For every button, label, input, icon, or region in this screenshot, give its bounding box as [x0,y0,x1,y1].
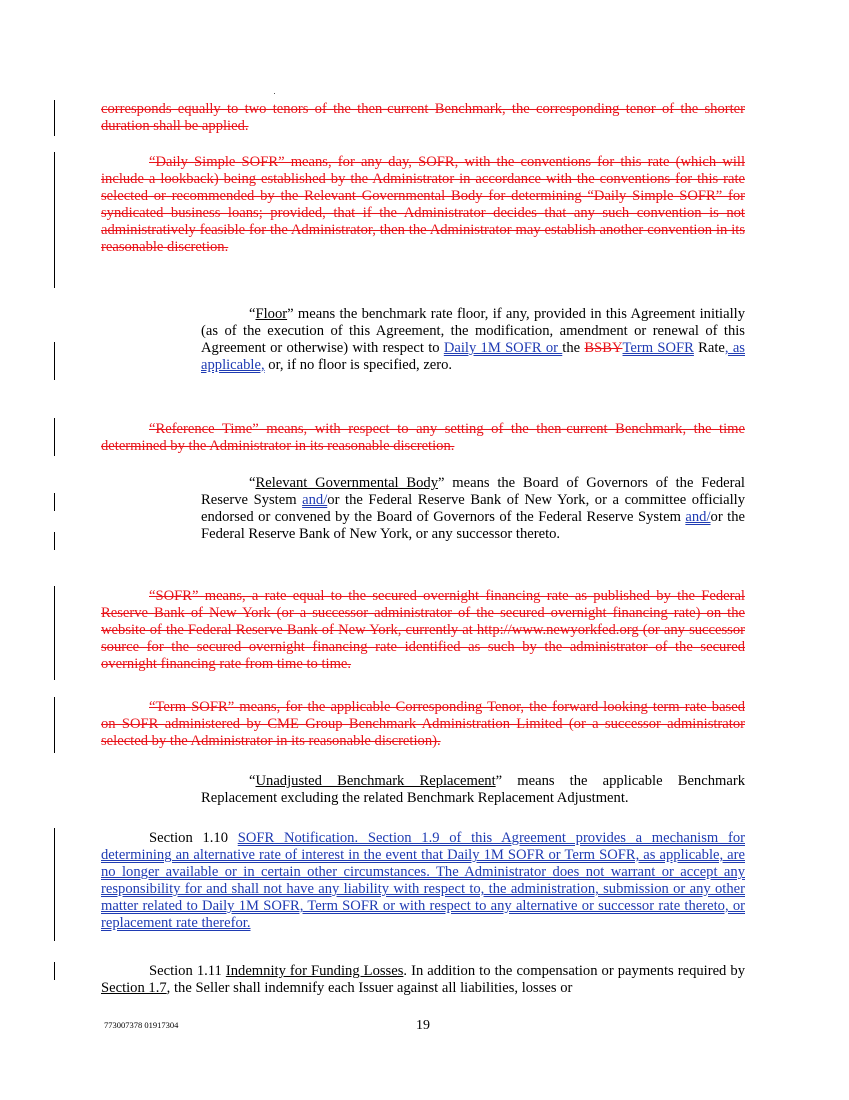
section-1-10 [101,830,745,932]
deleted-paragraph-daily-simple-sofr: “Daily Simple SOFR” means, for any day, SOFR, with the conventions for this rate (which will include a lookback) being established by the Administrator in accordance with the conventions for this rate selected or recommended by the Relevant Governmental Body for determining “Daily Simple SOFR” for syndicated business loans; provided, that if the Administrator decides that any such convention is not administratively feasible for the Administrator, then the Administrator may establish another convention in its reasonable discretion. [101,154,745,255]
inserted-text: and/ [302,492,328,508]
definition-floor: “Floor” means the benchmark rate floor, if any, provided in this Agreement initially (as of the execution of this Agreement, the modification, amendment or renewal of this Agreement or otherwise) with respect to Daily 1M SOFR or the BSBYTerm SOFR Rate, as applicable, or, if no floor is specified, zero. [201,306,745,373]
change-bar [54,152,55,288]
change-bar [54,828,55,941]
definition-unadjusted-benchmark-replacement: “Unadjusted Benchmark Replacement” means the applicable Benchmark Replacement excluding the related Benchmark Replacement Adjustment. [201,773,745,806]
section-label: Section 1.10 [149,830,238,846]
change-bar [54,697,55,753]
inserted-text: and/ [685,509,711,525]
defined-term-unadjusted-benchmark-replacement: Unadjusted Benchmark Replacement [255,773,496,789]
change-bar [54,586,55,680]
section-1-11: Section 1.11 Indemnity for Funding Losses. In addition to the compensation or payments required by Section 1.7, the Seller shall indemnify each Issuer against all liabilities, losses or [101,963,745,996]
inserted-text: SOFR Notification. Section 1.9 of this Agreement provides a mechanism for determining an alternative rate of interest in the event that Daily 1M SOFR or Term SOFR, as applicable, are no longer available or in certain other circumstances. The Administrator does not warrant or accept any responsibility for and shall not have any liability with respect to, the administration, submission or any other matter related to Daily 1M SOFR, Term SOFR or with respect to any alternative or successor rate thereto, or replacement rate therefor. [101,830,745,931]
inserted-text: Term SOFR [622,340,694,356]
defined-term-floor: Floor [255,306,288,322]
section-label: Section 1.11 [149,963,226,979]
change-bar [54,962,55,980]
defined-term-relevant-governmental-body: Relevant Governmental Body [255,475,439,491]
change-bar [54,342,55,380]
page-number: 19 [416,1018,430,1033]
deleted-paragraph-sofr: “SOFR” means, a rate equal to the secured overnight financing rate as published by the Federal Reserve Bank of New York (or a successor administrator of the secured overnight financing rate) on the website of the Federal Reserve Bank of New York, currently at http://www.newyorkfed.org (or any successor source for the secured overnight financing rate identified as such by the administrator of the secured overnight financing rate from time to time. [101,588,745,672]
deleted-text: BSBY [584,340,623,356]
change-bar [54,100,55,136]
change-bar [54,532,55,550]
document-id: 773007378 01917304 [104,1020,179,1030]
change-bar [54,493,55,511]
deleted-paragraph-corresponds: corresponds equally to two tenors of the then-current Benchmark, the corresponding tenor of the shorter duration shall be applied. [101,101,745,134]
section-reference: Section 1.7 [101,980,167,996]
deleted-paragraph-reference-time: “Reference Time” means, with respect to any setting of the then-current Benchmark, the time determined by the Administrator in its reasonable discretion. [101,421,745,454]
definition-relevant-governmental-body: “Relevant Governmental Body” means the Board of Governors of the Federal Reserve System and/or the Federal Reserve Bank of New York, or a committee officially endorsed or convened by the Board of Governors of the Federal Reserve System and/or the Federal Reserve Bank of New York, or any successor thereto. [201,475,745,542]
inserted-text: , as applicable, [201,340,745,373]
scan-dot [274,93,275,94]
deleted-paragraph-term-sofr: “Term SOFR” means, for the applicable Corresponding Tenor, the forward-looking term rate based on SOFR administered by CME Group Benchmark Administration Limited (or a successor administrator selected by the Administrator in its reasonable discretion). [101,699,745,749]
section-title: Indemnity for Funding Losses [225,963,404,979]
change-bar [54,418,55,456]
inserted-text: Daily 1M SOFR or [443,340,563,356]
